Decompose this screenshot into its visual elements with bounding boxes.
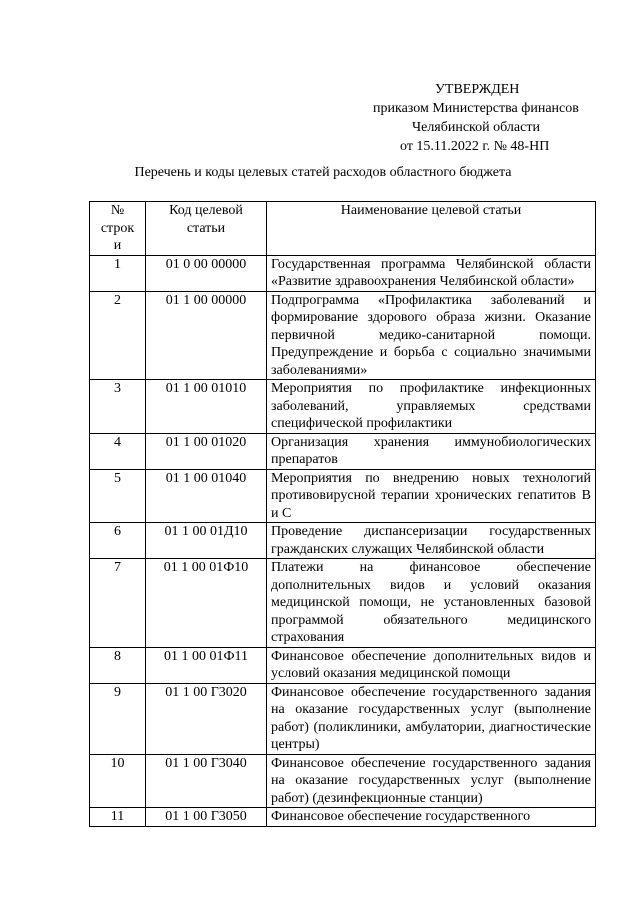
target-articles-table bbox=[89, 201, 596, 827]
row-number: 9 bbox=[90, 683, 146, 754]
row-code: 01 1 00 01Д10 bbox=[146, 523, 267, 559]
row-number: 11 bbox=[90, 808, 146, 827]
row-name: Государственная программа Челябинской области «Развитие здравоохранения Челябинской области» bbox=[267, 255, 596, 291]
row-name: Организация хранения иммунобиологических препаратов bbox=[267, 433, 596, 469]
document-title: Перечень и коды целевых статей расходов областного бюджета bbox=[134, 165, 512, 180]
row-name: Финансовое обеспечение государственного задания на оказание государственных услуг (выполнение работ) (дезинфекционные станции) bbox=[267, 754, 596, 808]
approval-region: Челябинской области bbox=[412, 120, 540, 135]
row-name: Финансовое обеспечение государственного задания на оказание государственных услуг (выполнение работ) (поликлиники, амбулатории, диагностические центры) bbox=[267, 683, 596, 754]
table-row bbox=[90, 559, 596, 648]
approval-order: приказом Министерства финансов bbox=[373, 101, 579, 116]
row-name: Проведение диспансеризации государственных гражданских служащих Челябинской области bbox=[267, 523, 596, 559]
row-number: 10 bbox=[90, 754, 146, 808]
row-code: 01 1 00 Г3040 bbox=[146, 754, 267, 808]
row-name: Финансовое обеспечение государственного bbox=[267, 808, 596, 827]
table-row bbox=[90, 255, 596, 291]
row-code: 01 1 00 01040 bbox=[146, 469, 267, 523]
table-row bbox=[90, 380, 596, 434]
row-code: 01 1 00 Г3020 bbox=[146, 683, 267, 754]
row-number: 4 bbox=[90, 433, 146, 469]
row-number: 3 bbox=[90, 380, 146, 434]
row-code: 01 0 00 00000 bbox=[146, 255, 267, 291]
approval-title: УТВЕРЖДЕН bbox=[435, 82, 520, 97]
table-row bbox=[90, 754, 596, 808]
approval-stamp bbox=[360, 80, 600, 156]
table-row bbox=[90, 291, 596, 380]
row-number: 2 bbox=[90, 291, 146, 380]
row-code: 01 1 00 01Ф10 bbox=[146, 559, 267, 648]
row-code: 01 1 00 01Ф11 bbox=[146, 647, 267, 683]
row-number: 1 bbox=[90, 255, 146, 291]
row-name: Платежи на финансовое обеспечение дополнительных видов и условий оказания медицинской помощи, не установленных базовой программой обязательного медицинского страхования bbox=[267, 559, 596, 648]
row-name: Мероприятия по профилактике инфекционных заболеваний, управляемых средствами специфической профилактики bbox=[267, 380, 596, 434]
row-number: 5 bbox=[90, 469, 146, 523]
table-row bbox=[90, 808, 596, 827]
row-number: 6 bbox=[90, 523, 146, 559]
table-row bbox=[90, 469, 596, 523]
table-row bbox=[90, 523, 596, 559]
row-number: 8 bbox=[90, 647, 146, 683]
row-code: 01 1 00 00000 bbox=[146, 291, 267, 380]
table-header-row bbox=[90, 202, 596, 256]
table-row bbox=[90, 433, 596, 469]
row-name: Финансовое обеспечение дополнительных видов и условий оказания медицинской помощи bbox=[267, 647, 596, 683]
row-name: Подпрограмма «Профилактика заболеваний и формирование здорового образа жизни. Оказание первичной медико-санитарной помощи. Предупреждение и борьба с социально значимыми заболеваниями» bbox=[267, 291, 596, 380]
row-code: 01 1 00 Г3050 bbox=[146, 808, 267, 827]
header-name: Наименование целевой статьи bbox=[267, 202, 596, 256]
row-name: Мероприятия по внедрению новых технологий противовирусной терапии хронических гепатитов В и С bbox=[267, 469, 596, 523]
row-code: 01 1 00 01010 bbox=[146, 380, 267, 434]
table-row bbox=[90, 683, 596, 754]
row-code: 01 1 00 01020 bbox=[146, 433, 267, 469]
row-number: 7 bbox=[90, 559, 146, 648]
header-code: Код целевой статьи bbox=[146, 202, 267, 256]
header-row-number: № строк и bbox=[90, 202, 146, 256]
approval-date-number: от 15.11.2022 г. № 48-НП bbox=[400, 139, 550, 154]
table-row bbox=[90, 647, 596, 683]
